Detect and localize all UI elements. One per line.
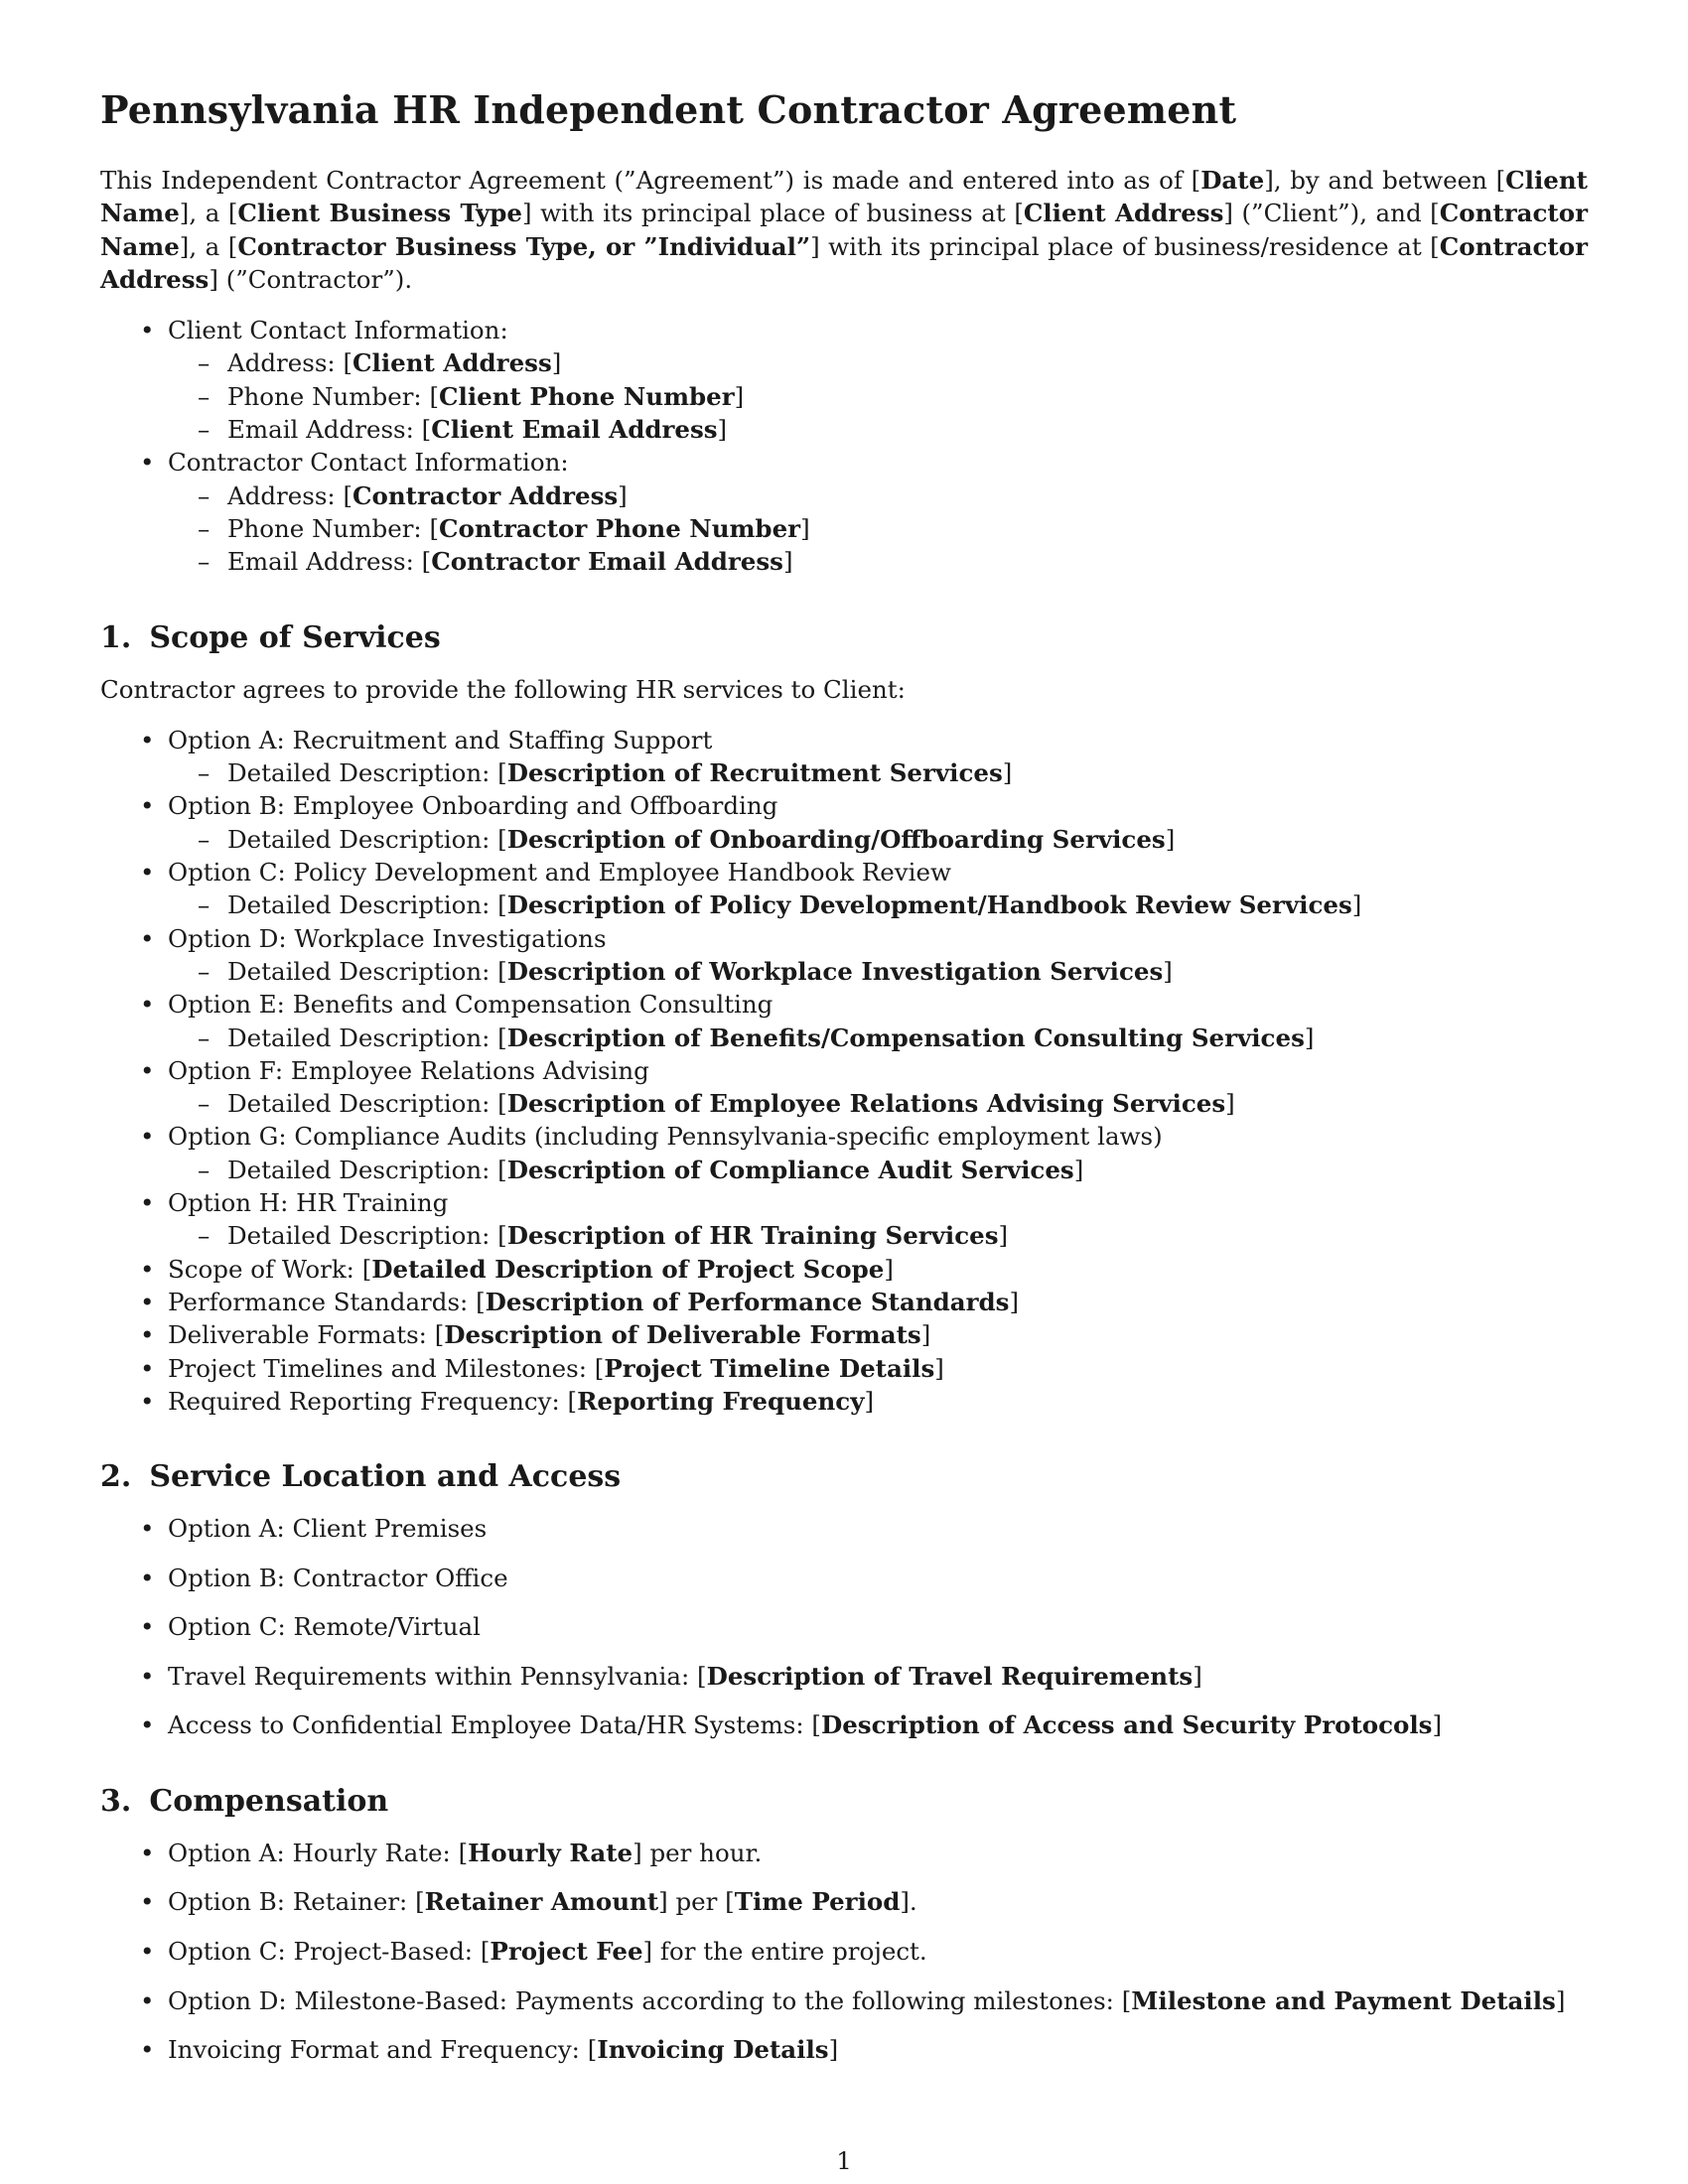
document-title: Pennsylvania HR Independent Contractor Agreement [100, 87, 1237, 132]
placeholder-field: Project Timeline Details [604, 1353, 935, 1383]
list-item: • Travel Requirements within Pennsylvania: [Description of Travel Requirements] [168, 1660, 1588, 1693]
section-title: Compensation [149, 1783, 389, 1819]
placeholder-field: Client Address [352, 348, 552, 378]
section-list [100, 724, 1588, 1418]
contact-info-list [100, 314, 1588, 578]
placeholder-field: Contractor Phone Number [439, 513, 801, 543]
placeholder-field: Contractor Name [100, 199, 1588, 261]
section-title: Scope of Services [149, 619, 441, 655]
contact-group [168, 446, 1588, 578]
placeholder-field: Description of Policy Development/Handbook Review Services [506, 890, 1352, 920]
placeholder-field: Detailed Description of Project Scope [371, 1254, 885, 1284]
placeholder-field: Client Name [100, 166, 1588, 228]
list-item: • Option C: Policy Development and Employee Handbook Review – Detailed Description: [Description of Policy Development/Handbook Review Services] [168, 856, 1588, 922]
sub-list [168, 1154, 1588, 1186]
list-item: • Option A: Recruitment and Staffing Support – Detailed Description: [Description of Recruitment Services] [168, 724, 1588, 790]
sub-list-item: – Detailed Description: [Description of Workplace Investigation Services] [227, 955, 1588, 988]
placeholder-field: Client Business Type [237, 199, 522, 228]
list-item: • Option B: Retainer: [Retainer Amount] per [Time Period]. [168, 1885, 1588, 1918]
contact-detail: – Address: [Client Address] [227, 346, 1588, 379]
list-item: • Deliverable Formats: [Description of Deliverable Formats] [168, 1318, 1588, 1351]
placeholder-field: Description of Workplace Investigation Services [506, 956, 1164, 986]
list-item: • Option F: Employee Relations Advising – Detailed Description: [Description of Employee Relations Advising Services] [168, 1054, 1588, 1121]
section-heading [100, 620, 1588, 655]
document-page [100, 87, 1588, 2083]
section-heading [100, 1784, 1588, 1819]
contact-detail: – Email Address: [Client Email Address] [227, 413, 1588, 446]
contact-detail-list [168, 346, 1588, 446]
contact-group [168, 314, 1588, 446]
section-list [100, 1837, 1588, 2067]
list-item: • Access to Confidential Employee Data/HR Systems: [Description of Access and Security Protocols] [168, 1708, 1588, 1741]
sections-container [100, 620, 1588, 2067]
list-item: • Option B: Contractor Office [168, 1562, 1588, 1594]
contact-detail: – Phone Number: [Contractor Phone Number] [227, 512, 1588, 545]
list-item: • Project Timelines and Milestones: [Project Timeline Details] [168, 1352, 1588, 1385]
intro-paragraph: This Independent Contractor Agreement (”Agreement”) is made and entered into as of [Date], by and between [Client Name], a [Client Business Type] with its principal place of business at [Client Address] (”Client”), and [Contractor Name], a [Contractor Business Type, or ”Individual”] with its principal place of business/residence at [Contractor Address] (”Contractor”). [100, 166, 1588, 294]
sub-list [168, 756, 1588, 789]
placeholder-field: Contractor Address [100, 231, 1588, 294]
placeholder-field: Reporting Frequency [577, 1386, 865, 1416]
placeholder-field: Contractor Email Address [431, 547, 783, 577]
placeholder-field: Client Address [1023, 199, 1224, 228]
placeholder-field: Project Fee [490, 1936, 643, 1966]
list-item: • Option A: Hourly Rate: [Hourly Rate] per hour. [168, 1837, 1588, 1869]
placeholder-field: Client Phone Number [439, 381, 735, 411]
list-item: • Required Reporting Frequency: [Reporting Frequency] [168, 1385, 1588, 1418]
placeholder-field: Description of Compliance Audit Services [506, 1155, 1074, 1184]
placeholder-field: Milestone and Payment Details [1131, 1985, 1556, 2015]
section-number: 3. [100, 1783, 132, 1819]
list-item: • Option D: Milestone-Based: Payments according to the following milestones: [Milestone and Payment Details] [168, 1984, 1588, 2017]
list-item: • Performance Standards: [Description of Performance Standards] [168, 1286, 1588, 1318]
contact-detail: – Email Address: [Contractor Email Address] [227, 545, 1588, 578]
section-heading [100, 1459, 1588, 1494]
list-item: • Invoicing Format and Frequency: [Invoicing Details] [168, 2033, 1588, 2066]
sub-list-item: – Detailed Description: [Description of Policy Development/Handbook Review Services] [227, 888, 1588, 921]
placeholder-field: Description of Travel Requirements [706, 1661, 1194, 1691]
placeholder-field: Contractor Address [352, 480, 619, 510]
sub-list-item: – Detailed Description: [Description of Employee Relations Advising Services] [227, 1087, 1588, 1120]
list-item: • Option B: Employee Onboarding and Offboarding – Detailed Description: [Description of Onboarding/Offboarding Services] [168, 789, 1588, 856]
placeholder-field: Hourly Rate [468, 1838, 633, 1867]
section-list [100, 1512, 1588, 1742]
placeholder-field: Description of Deliverable Formats [444, 1320, 921, 1350]
list-item: • Option C: Project-Based: [Project Fee] for the entire project. [168, 1935, 1588, 1968]
sub-list-item: – Detailed Description: [Description of Benefits/Compensation Consulting Services] [227, 1022, 1588, 1054]
placeholder-field: Invoicing Details [597, 2035, 829, 2065]
placeholder-field: Date [1200, 166, 1265, 195]
contact-detail-list [168, 479, 1588, 579]
section-lead: Contractor agrees to provide the following HR services to Client: [100, 674, 906, 704]
contact-group-label: Contractor Contact Information: [168, 448, 569, 478]
placeholder-field: Description of Employee Relations Advising Services [506, 1089, 1226, 1119]
placeholder-field: Description of Recruitment Services [506, 758, 1003, 788]
list-item: • Option G: Compliance Audits (including Pennsylvania-specific employment laws) – Detailed Description: [Description of Compliance Audit Services] [168, 1120, 1588, 1186]
list-item: • Option H: HR Training – Detailed Description: [Description of HR Training Services] [168, 1186, 1588, 1253]
sub-list [168, 1022, 1588, 1054]
placeholder-field: Time Period [734, 1887, 901, 1917]
list-item: • Option D: Workplace Investigations – Detailed Description: [Description of Workplace Investigation Services] [168, 922, 1588, 989]
placeholder-field: Client Email Address [431, 415, 718, 445]
placeholder-field: Retainer Amount [424, 1887, 659, 1917]
sub-list [168, 1087, 1588, 1120]
placeholder-field: Description of Performance Standards [485, 1287, 1010, 1316]
sub-list-item: – Detailed Description: [Description of Recruitment Services] [227, 756, 1588, 789]
placeholder-field: Description of Access and Security Protocols [820, 1710, 1433, 1740]
list-item: • Option A: Client Premises [168, 1512, 1588, 1545]
section-title: Service Location and Access [149, 1459, 622, 1495]
sub-list [168, 1219, 1588, 1252]
list-item: • Scope of Work: [Detailed Description of Project Scope] [168, 1253, 1588, 1286]
list-item: • Option C: Remote/Virtual [168, 1610, 1588, 1643]
placeholder-field: Description of Onboarding/Offboarding Services [506, 824, 1166, 854]
sub-list-item: – Detailed Description: [Description of Onboarding/Offboarding Services] [227, 823, 1588, 856]
section-number: 1. [100, 619, 132, 655]
page-number: 1 [836, 2146, 852, 2175]
contact-group-label: Client Contact Information: [168, 316, 508, 345]
sub-list-item: – Detailed Description: [Description of Compliance Audit Services] [227, 1154, 1588, 1186]
sub-list [168, 823, 1588, 856]
placeholder-field: Description of Benefits/Compensation Consulting Services [506, 1023, 1305, 1052]
list-item: • Option E: Benefits and Compensation Consulting – Detailed Description: [Description of Benefits/Compensation Consulting Services] [168, 988, 1588, 1054]
placeholder-field: Contractor Business Type, or ”Individual” [237, 231, 811, 261]
contact-detail: – Address: [Contractor Address] [227, 479, 1588, 512]
contact-detail: – Phone Number: [Client Phone Number] [227, 380, 1588, 413]
section-number: 2. [100, 1459, 132, 1495]
sub-list [168, 888, 1588, 921]
sub-list-item: – Detailed Description: [Description of HR Training Services] [227, 1219, 1588, 1252]
placeholder-field: Description of HR Training Services [506, 1221, 999, 1251]
sub-list [168, 955, 1588, 988]
